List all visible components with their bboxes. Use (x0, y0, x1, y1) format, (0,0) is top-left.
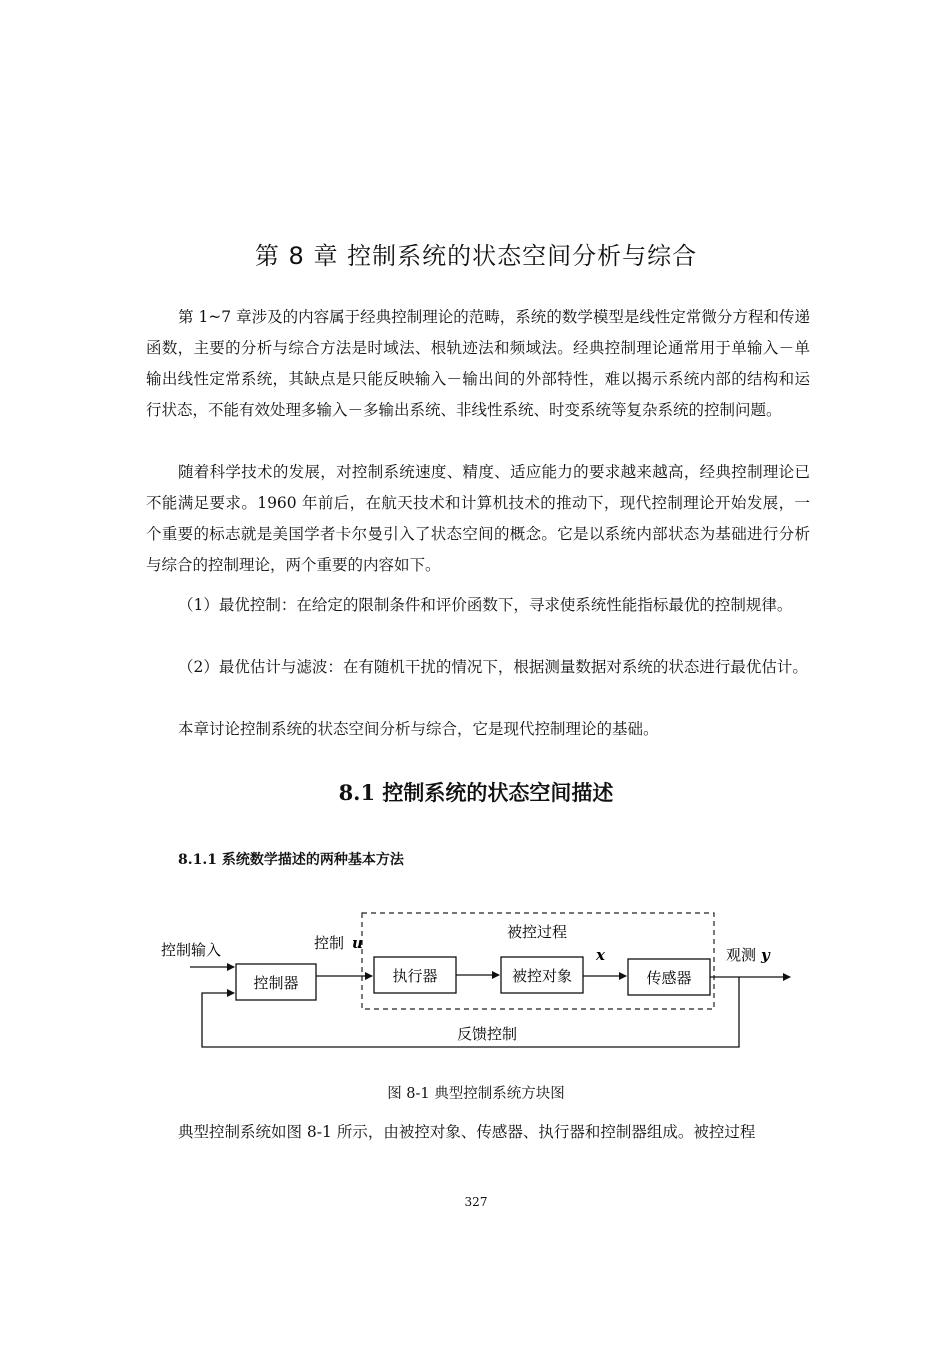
plant-label: 被控对象 (511, 967, 573, 985)
figure-caption: 图 8-1 典型控制系统方块图 (387, 1086, 565, 1102)
control-variable: u (352, 934, 363, 952)
output-label: 观测 (726, 946, 757, 964)
section-title: 8.1 控制系统的状态空间描述 (338, 780, 614, 805)
page-number: 327 (464, 1195, 488, 1209)
feedback-label: 反馈控制 (457, 1025, 518, 1043)
control-block-diagram (0, 900, 952, 1070)
state-variable: x (596, 946, 605, 964)
input-label: 控制输入 (161, 941, 222, 959)
paragraph-figure-description: 典型控制系统如图 8-1 所示，由被控对象、传感器、执行器和控制器组成。被控过程 (178, 1123, 756, 1141)
sensor-label: 传感器 (646, 969, 692, 987)
output-variable: y (761, 946, 770, 964)
paragraph-history: 随着科学技术的发展，对控制系统速度、精度、适应能力的要求越来越高，经典控制理论已不能满足要求。1960 年前后，在航天技术和计算机技术的推动下，现代控制理论开始发展，一个重要的标志就是美国学者卡尔曼引入了状态空间的概念。它是以系统内部状态为基础进行分析与综合的控制理论，两个重要的内容如下。 (146, 463, 810, 574)
paragraph-chapter-scope: 本章讨论控制系统的状态空间分析与综合，它是现代控制理论的基础。 (178, 720, 659, 738)
paragraph-optimal-control: （1）最优控制：在给定的限制条件和评价函数下，寻求使系统性能指标最优的控制规律。 (178, 596, 793, 614)
actuator-label: 执行器 (392, 967, 438, 985)
process-label: 被控过程 (507, 923, 568, 941)
control-label: 控制 (314, 934, 345, 952)
subsection-title: 8.1.1 系统数学描述的两种基本方法 (178, 852, 404, 868)
controller-label: 控制器 (253, 974, 299, 992)
paragraph-intro: 第 1~7 章涉及的内容属于经典控制理论的范畴，系统的数学模型是线性定常微分方程和传递函数，主要的分析与综合方法是时域法、根轨迹法和频域法。经典控制理论通常用于单输入－单输出线性定常系统，其缺点是只能反映输入－输出间的外部特性，难以揭示系统内部的结构和运行状态，不能有效处理多输入－多输出系统、非线性系统、时变系统等复杂系统的控制问题。 (146, 308, 810, 419)
chapter-title: 第 8 章 控制系统的状态空间分析与综合 (254, 242, 698, 270)
paragraph-optimal-estimation: （2）最优估计与滤波：在有随机干扰的情况下，根据测量数据对系统的状态进行最优估计。 (178, 658, 808, 676)
